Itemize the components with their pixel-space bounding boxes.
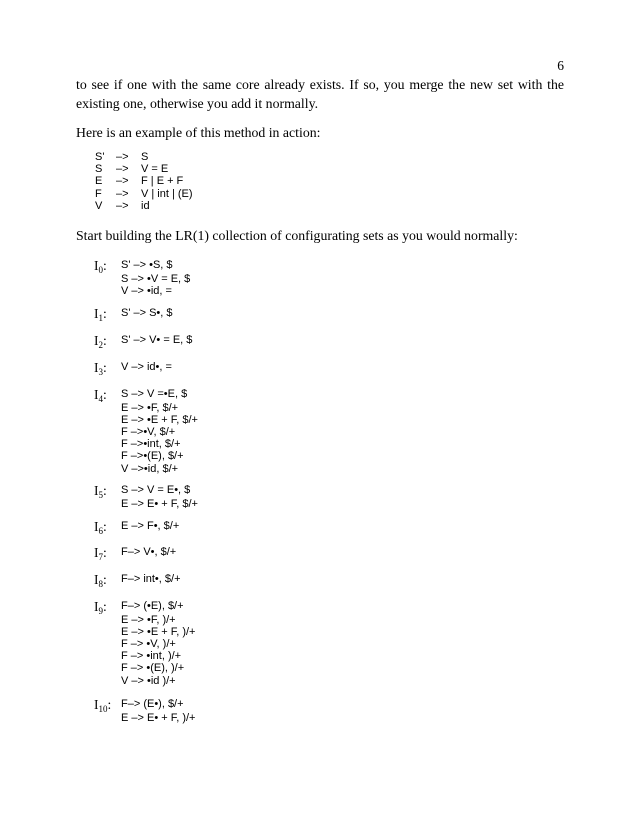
set-item: V –> •id, = (121, 284, 172, 297)
set-items (121, 698, 195, 724)
set-item: S' –> V• = E, $ (121, 334, 193, 346)
rule-rhs: V = E (141, 163, 169, 176)
set-item: E –> •E + F, )/+ (121, 625, 196, 638)
set-item: V –> •id )/+ (121, 674, 176, 687)
set-item: F–> V•, $/+ (121, 546, 177, 558)
grammar-block (95, 151, 193, 212)
set-items (121, 361, 172, 373)
set-item: V –> id•, = (121, 361, 172, 373)
rule-arrow: –> (116, 175, 129, 188)
set-item: E –> •F, $/+ (121, 401, 179, 414)
grammar-rule (95, 151, 193, 163)
rule-arrow: –> (116, 199, 129, 212)
set-label: $I_0$: (94, 258, 107, 275)
paragraph-example: Here is an example of this method in action: (76, 125, 321, 140)
set-item: S' –> S•, $ (121, 307, 173, 319)
rule-arrow: –> (116, 163, 129, 176)
set-item: E –> •F, )/+ (121, 613, 176, 626)
rule-rhs: F | E + F (141, 175, 184, 188)
set-item: F –>•V, $/+ (121, 426, 176, 439)
rule-rhs: S (141, 151, 149, 163)
set-items (121, 520, 179, 532)
set-label: $I_7$: (94, 545, 107, 562)
set-item: F –> •V, )/+ (121, 638, 176, 651)
rule-arrow: –> (116, 187, 129, 200)
rule-rhs: V | int | (E) (141, 187, 193, 200)
set-item: E –> E• + F, $/+ (121, 497, 198, 510)
set-item: F –>•(E), $/+ (121, 450, 184, 463)
set-label: $I_8$: (94, 572, 107, 589)
page-number: 6 (557, 58, 564, 73)
set-label: $I_6$: (94, 519, 107, 536)
set-item: S –> V =•E, $ (121, 388, 188, 400)
set-item: V –>•id, $/+ (121, 462, 179, 475)
set-item: S –> V = E•, $ (121, 484, 191, 496)
set-item: F–> (E•), $/+ (121, 698, 184, 710)
set-items (121, 484, 198, 510)
set-items (121, 307, 173, 319)
set-label: $I_9$: (94, 599, 107, 616)
set-item: S' –> •S, $ (121, 259, 173, 271)
set-items (121, 573, 181, 585)
rule-lhs: S (95, 163, 103, 176)
set-item: F –> •int, )/+ (121, 650, 182, 663)
set-label: $I_5$: (94, 483, 107, 500)
set-label: $I_1$: (94, 306, 107, 323)
paragraph-start: Start building the LR(1) collection of configurating sets as you would normally: (76, 228, 518, 243)
rule-arrow: –> (116, 151, 129, 163)
set-item: E –> •E + F, $/+ (121, 413, 198, 426)
grammar-rule (95, 175, 193, 187)
set-item: F–> int•, $/+ (121, 573, 181, 585)
rule-lhs: V (95, 199, 103, 212)
grammar-rule (95, 188, 193, 200)
rule-rhs: id (141, 199, 150, 212)
paragraph-intro: to see if one with the same core already exists. If so, you merge the new set with the existing one, otherwise you add it normally. (76, 77, 564, 111)
set-items (121, 259, 190, 297)
rule-lhs: S' (95, 151, 105, 163)
rule-lhs: E (95, 175, 103, 188)
set-items (121, 388, 198, 475)
set-item: F –> •(E), )/+ (121, 662, 185, 675)
grammar-rule (95, 163, 193, 175)
set-item: F –>•int, $/+ (121, 438, 181, 451)
rule-lhs: F (95, 187, 102, 200)
set-label: $I_2$: (94, 333, 107, 350)
set-item: F–> (•E), $/+ (121, 600, 184, 612)
set-label: $I_{10}$: (94, 697, 112, 714)
set-item: S –> •V = E, $ (121, 272, 191, 285)
set-item: E –> E• + F, )/+ (121, 711, 196, 724)
set-label: $I_4$: (94, 387, 107, 404)
grammar-rule (95, 200, 193, 212)
set-items (121, 334, 192, 346)
set-items (121, 546, 176, 558)
set-item: E –> F•, $/+ (121, 520, 180, 532)
set-label: $I_3$: (94, 360, 107, 377)
set-items (121, 600, 195, 687)
